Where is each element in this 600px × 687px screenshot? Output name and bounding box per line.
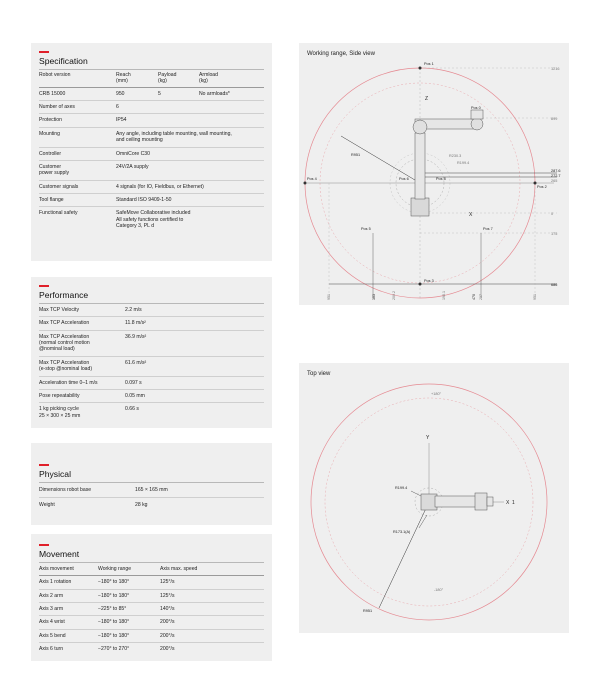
pos1-label: Pos 1 [424, 62, 434, 66]
perf-value: 11.8 m/s² [125, 317, 264, 330]
pos-marker [304, 182, 307, 185]
spec-value: 24V/2A supply [116, 160, 264, 180]
movement-header-cell: Axis max. speed [160, 563, 264, 576]
perf-value: 61.6 m/s² [125, 356, 264, 376]
top-view-title: Top view [307, 371, 331, 377]
robot-base [411, 198, 429, 216]
side-view-drawing [299, 43, 569, 305]
perf-row [39, 304, 264, 317]
movement-cell: Axis 1 rotation [39, 576, 98, 589]
movement-header-row [39, 563, 264, 576]
physical-label: Dimensions robot base [39, 483, 135, 498]
movement-cell: 140°/s [160, 603, 264, 616]
spec-header-cell: Payload (kg) [158, 70, 199, 87]
movement-card [31, 534, 272, 661]
robot-joint [413, 120, 427, 134]
pos5-label: Pos 5 [361, 227, 371, 231]
spec-row [39, 180, 264, 193]
pos8-label: Pos 8 [436, 177, 446, 181]
movement-cell: Axis 6 turn [39, 646, 64, 653]
dim-899: 899 [551, 117, 558, 121]
robot-wrist [475, 493, 487, 510]
movement-cell: Axis 3 arm [39, 603, 98, 616]
perf-label: Max TCP Acceleration (e-stop @nominal load) [39, 356, 125, 376]
movement-row [39, 629, 264, 642]
physical-label: Weight [39, 502, 55, 509]
dim-0: 0 [551, 212, 554, 216]
perf-row [39, 376, 264, 389]
spec-label: Customer signals [39, 180, 116, 193]
performance-card [31, 277, 272, 428]
perf-label: 1 kg picking cycle 25 × 300 × 25 mm [39, 406, 81, 419]
movement-cell: 125°/s [160, 589, 264, 602]
spec-label: Customer power supply [39, 160, 116, 180]
specification-title: Specification [39, 56, 264, 70]
physical-row [39, 483, 264, 498]
spec-cell: CRB 15000 [39, 87, 116, 100]
dim-287: 287.6 [551, 169, 561, 173]
movement-cell: 125°/s [160, 576, 264, 589]
perf-label: Max TCP Acceleration (normal control motion @nominal load) [39, 330, 125, 356]
dim-175: 175 [551, 232, 558, 236]
movement-cell: −180° to 180° [98, 629, 160, 642]
spec-cell: 5 [158, 87, 199, 100]
movement-cell: 200°/s [160, 646, 175, 653]
radius-pointer [419, 515, 427, 528]
specification-card [31, 43, 272, 261]
top-view-drawing [299, 363, 569, 633]
performance-table [39, 304, 264, 422]
movement-row [39, 576, 264, 589]
perf-value: 0.66 s [125, 406, 139, 413]
performance-title: Performance [39, 290, 264, 304]
bottom-dim: 198.1 [442, 291, 446, 300]
z-axis-label: Z [425, 96, 429, 102]
r951-label: R951 [351, 153, 361, 157]
spec-label: Controller [39, 147, 116, 160]
spec-row [39, 193, 264, 206]
pos6-label: Pos 6 [399, 177, 409, 181]
movement-cell: Axis 2 arm [39, 589, 98, 602]
perf-row [39, 356, 264, 376]
movement-row [39, 616, 264, 629]
physical-row [39, 498, 264, 513]
r951-label: R951 [363, 609, 373, 613]
side-view-panel [299, 43, 569, 305]
x-axis-label: X [506, 500, 510, 506]
pos7-label: Pos 7 [483, 227, 493, 231]
movement-header-cell: Working range [98, 563, 160, 576]
spec-row [39, 160, 264, 180]
robot-tool [487, 497, 493, 506]
perf-value: 0.097 s [125, 376, 264, 389]
robot-arm [435, 496, 479, 507]
bottom-dim: 470 [472, 294, 476, 300]
bottom-dim: 303 [372, 294, 376, 300]
robot-wrist [471, 118, 483, 130]
spec-row [39, 127, 264, 147]
dim-272: 272.7 [551, 174, 561, 178]
spec-header-row [39, 70, 264, 87]
dim-1216: 1216 [551, 67, 560, 71]
spec-row [39, 147, 264, 160]
spec-value: Standard ISO 9409-1-50 [116, 193, 264, 206]
spec-value: OmniCore C30 [116, 147, 264, 160]
pos-marker [419, 67, 422, 70]
bottom-dim: 951 [533, 294, 537, 300]
movement-cell: Axis 5 bend [39, 629, 98, 642]
spec-label: Mounting [39, 127, 116, 147]
spec-cell: 950 [116, 87, 158, 100]
spec-row [39, 207, 264, 233]
perf-row [39, 330, 264, 356]
pos3-label: Pos 3 [424, 279, 434, 283]
dim-265: 265 [551, 179, 558, 183]
physical-card [31, 443, 272, 525]
perf-row [39, 403, 264, 422]
top-angle-label: +180° [431, 392, 442, 396]
movement-cell: 200°/s [160, 629, 264, 642]
robot-lower-arm [415, 133, 425, 199]
movement-cell: −180° to 180° [98, 589, 160, 602]
spec-label: Functional safety [39, 210, 78, 217]
spec-value: 4 signals (for IO, Fieldbus, or Ethernet) [116, 180, 264, 193]
perf-value: 36.9 m/s² [125, 330, 264, 356]
spec-value: SafeMove Collaborative included All safety functions certified to Category 3, PL d [116, 210, 191, 230]
side-view-title: Working range, Side view [307, 51, 375, 57]
spec-row [39, 101, 264, 114]
top-view-panel [299, 363, 569, 633]
spec-value: Any angle, including table mounting, wall mounting, and ceiling mounting [116, 127, 264, 147]
r230-label: R230.3 [449, 154, 462, 158]
accent-bar [39, 464, 49, 466]
movement-row [39, 603, 264, 616]
perf-value: 2.2 m/s [125, 304, 264, 317]
spec-value: 6 [116, 101, 264, 114]
radius-pointer [379, 502, 429, 608]
x-axis-label: X [469, 212, 473, 218]
spec-header-cell: Robot version [39, 70, 116, 87]
perf-label: Pose repeatability [39, 389, 125, 402]
spec-value: IP54 [116, 114, 264, 127]
spec-row [39, 114, 264, 127]
r199-label: R199.4 [395, 486, 408, 490]
movement-cell: −180° to 180° [98, 616, 160, 629]
perf-label: Max TCP Acceleration [39, 317, 125, 330]
dim-686: 686 [551, 283, 558, 287]
pos0-label: Pos 0 [471, 106, 481, 110]
movement-cell: −270° to 270° [98, 646, 130, 653]
accent-bar [39, 285, 49, 287]
pos2-label: Pos 2 [537, 185, 547, 189]
spec-header-cell: Armload (kg) [199, 70, 264, 87]
specification-table [39, 70, 264, 232]
movement-cell: −225° to 85° [98, 603, 160, 616]
perf-label: Max TCP Velocity [39, 304, 125, 317]
one-label: 1 [512, 500, 515, 506]
accent-bar [39, 51, 49, 53]
spec-label: Protection [39, 114, 116, 127]
perf-value: 0.05 mm [125, 389, 264, 402]
spec-label: Tool flange [39, 193, 116, 206]
spec-header-cell: Reach (mm) [116, 70, 158, 87]
movement-cell: Axis 4 wrist [39, 616, 98, 629]
spec-label: Number of axes [39, 101, 116, 114]
pos4-label: Pos 4 [307, 177, 317, 181]
r173-label: R173.1(A) [393, 530, 411, 534]
r199-label: R199.4 [457, 161, 470, 165]
movement-row [39, 643, 264, 656]
spec-cell: No armloads* [199, 87, 264, 100]
movement-table [39, 563, 264, 656]
movement-title: Movement [39, 549, 264, 563]
perf-label: Acceleration time 0–1 m/s [39, 376, 125, 389]
physical-table [39, 483, 264, 513]
movement-cell: 200°/s [160, 616, 264, 629]
movement-cell: −180° to 180° [98, 576, 160, 589]
movement-header-cell: Axis movement [39, 563, 98, 576]
movement-row [39, 589, 264, 602]
bottom-angle-label: -180° [434, 588, 444, 592]
robot-base [421, 494, 437, 510]
perf-row [39, 317, 264, 330]
perf-row [39, 389, 264, 402]
radius-pointer [341, 136, 420, 183]
spec-robot-row [39, 87, 264, 100]
accent-bar [39, 544, 49, 546]
physical-value: 165 × 165 mm [135, 483, 264, 498]
pos-marker [419, 283, 422, 286]
bottom-dim: 200.2 [392, 291, 396, 300]
bottom-dim: 237 [479, 294, 483, 300]
robot-tool [471, 110, 483, 119]
physical-title: Physical [39, 469, 264, 483]
bottom-dim: 951 [327, 294, 331, 300]
y-axis-label: Y [426, 435, 430, 441]
physical-value: 28 kg [135, 502, 148, 509]
